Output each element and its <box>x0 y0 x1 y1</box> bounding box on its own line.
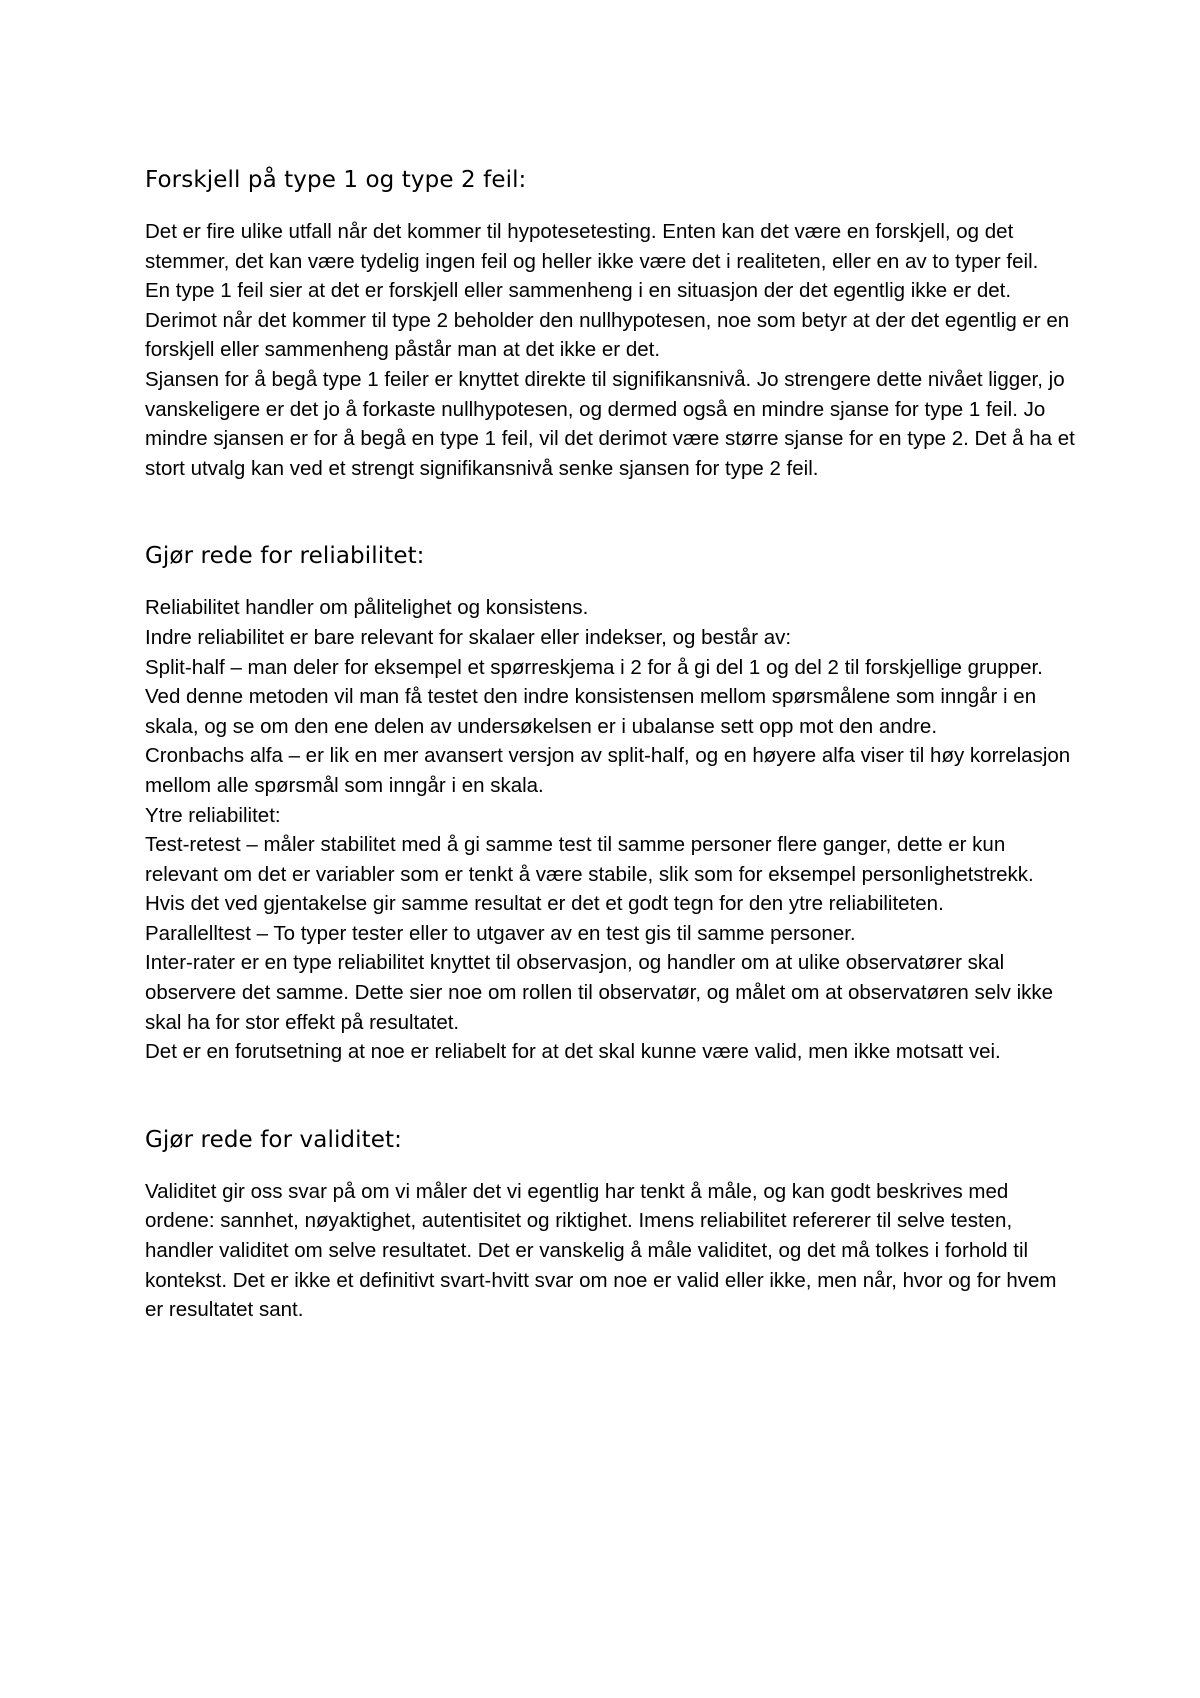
paragraph: Validitet gir oss svar på om vi måler det vi egentlig har tenkt å måle, og kan godt beskrives med ordene: sannhet, nøyaktighet, autentisitet og riktighet. Imens reliabilitet refererer til selve testen, handler validitet om selve resultatet. Det er vanskelig å måle validitet, og det må tolkes i forhold til kontekst. Det er ikke et definitivt svart-hvitt svar om noe er valid eller ikke, men når, hvor og for hvem er resultatet sant. <box>145 1179 1057 1322</box>
section-heading: Gjør rede for reliabilitet: <box>145 543 425 570</box>
section-type-errors <box>145 165 1075 483</box>
paragraph: Inter-rater er en type reliabilitet knyttet til observasjon, og handler om at ulike observatører skal observere det samme. Dette sier noe om rollen til observatør, og målet om at observatøren selv ikke skal ha for stor effekt på resultatet. <box>145 951 1054 1034</box>
section-validity <box>145 1125 1075 1325</box>
paragraph: Indre reliabilitet er bare relevant for skalaer eller indekser, og består av: <box>145 625 792 649</box>
document-body <box>145 165 1075 1325</box>
paragraph: Parallelltest – To typer tester eller to utgaver av en test gis til samme personer. <box>145 921 856 945</box>
paragraph: En type 1 feil sier at det er forskjell eller sammenheng i en situasjon der det egentlig ikke er det. <box>145 279 1012 303</box>
paragraph: Sjansen for å begå type 1 feiler er knyttet direkte til signifikansnivå. Jo strengere dette nivået ligger, jo vanskeligere er det jo å forkaste nullhypotesen, og dermed også en mindre sjanse for type 1 feil. Jo mindre sjansen er for å begå en type 1 feil, vil det derimot være større sjanse for en type 2. Det å ha et stort utvalg kan ved et strengt signifikansnivå senke sjansen for type 2 feil. <box>145 367 1075 480</box>
paragraph: Derimot når det kommer til type 2 beholder den nullhypotesen, noe som betyr at der det egentlig er en forskjell eller sammenheng påstår man at det ikke er det. <box>145 308 1070 362</box>
section-heading: Gjør rede for validitet: <box>145 1126 402 1153</box>
paragraph: Reliabilitet handler om pålitelighet og konsistens. <box>145 596 589 620</box>
section-reliability <box>145 541 1075 1067</box>
paragraph: Split-half – man deler for eksempel et spørreskjema i 2 for å gi del 1 og del 2 til forskjellige grupper. Ved denne metoden vil man få testet den indre konsistensen mellom spørsmålene som inngår i en skala, og se om den ene delen av undersøkelsen er i ubalanse sett opp mot den andre. <box>145 655 1043 738</box>
paragraph: Det er en forutsetning at noe er reliabelt for at det skal kunne være valid, men ikke motsatt vei. <box>145 1040 1001 1064</box>
paragraph: Cronbachs alfa – er lik en mer avansert versjon av split-half, og en høyere alfa viser til høy korrelasjon mellom alle spørsmål som inngår i en skala. <box>145 744 1071 797</box>
paragraph: Ytre reliabilitet: <box>145 803 281 827</box>
section-heading: Forskjell på type 1 og type 2 feil: <box>145 167 527 193</box>
paragraph: Det er fire ulike utfall når det kommer til hypotesetesting. Enten kan det være en forskjell, og det stemmer, det kan være tydelig ingen feil og heller ikke være det i realiteten, eller en av to typer feil. <box>145 220 1039 273</box>
paragraph: Test-retest – måler stabilitet med å gi samme test til samme personer flere ganger, dette er kun relevant om det er variabler som er tenkt å være stabile, slik som for eksempel personlighetstrekk. Hvis det ved gjentakelse gir samme resultat er det et godt tegn for den ytre reliabiliteten. <box>145 833 1034 916</box>
